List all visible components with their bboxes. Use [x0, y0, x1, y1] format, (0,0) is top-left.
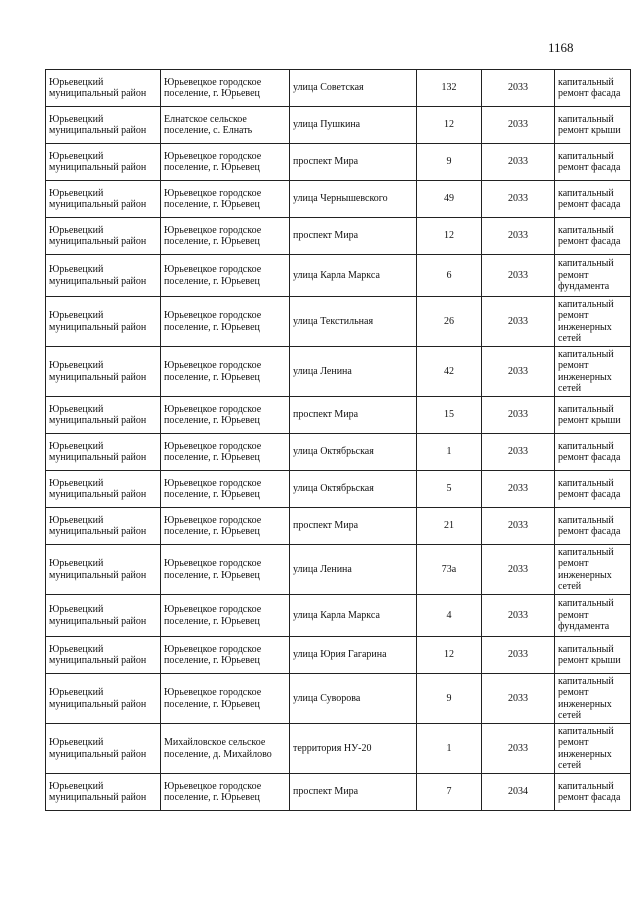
cell-settlement: Юрьевецкое городское поселение, г. Юрьевец	[161, 595, 290, 637]
table-row	[46, 397, 631, 434]
table-row	[46, 674, 631, 724]
cell-district: Юрьевецкий муниципальный район	[46, 674, 161, 724]
cell-settlement: Юрьевецкое городское поселение, г. Юрьевец	[161, 218, 290, 255]
cell-year: 2033	[482, 637, 555, 674]
cell-street: улица Октябрьская	[290, 471, 417, 508]
cell-house-number: 6	[417, 255, 482, 297]
cell-district: Юрьевецкий муниципальный район	[46, 774, 161, 811]
cell-street: проспект Мира	[290, 397, 417, 434]
cell-street: улица Чернышевского	[290, 181, 417, 218]
cell-district: Юрьевецкий муниципальный район	[46, 724, 161, 774]
cell-year: 2033	[482, 181, 555, 218]
cell-district: Юрьевецкий муниципальный район	[46, 545, 161, 595]
cell-street: территория НУ-20	[290, 724, 417, 774]
table-row	[46, 637, 631, 674]
table-row	[46, 144, 631, 181]
cell-settlement: Юрьевецкое городское поселение, г. Юрьевец	[161, 434, 290, 471]
cell-house-number: 1	[417, 724, 482, 774]
cell-district: Юрьевецкий муниципальный район	[46, 347, 161, 397]
cell-house-number: 4	[417, 595, 482, 637]
cell-district: Юрьевецкий муниципальный район	[46, 637, 161, 674]
table-row	[46, 70, 631, 107]
cell-year: 2033	[482, 545, 555, 595]
cell-house-number: 42	[417, 347, 482, 397]
cell-district: Юрьевецкий муниципальный район	[46, 70, 161, 107]
cell-street: улица Ленина	[290, 347, 417, 397]
cell-work-type: капитальный ремонт фасада	[555, 471, 631, 508]
cell-work-type: капитальный ремонт фундамента	[555, 255, 631, 297]
cell-work-type: капитальный ремонт фасада	[555, 508, 631, 545]
cell-house-number: 9	[417, 674, 482, 724]
cell-year: 2033	[482, 70, 555, 107]
table-row	[46, 107, 631, 144]
table-row	[46, 595, 631, 637]
cell-year: 2033	[482, 674, 555, 724]
cell-settlement: Юрьевецкое городское поселение, г. Юрьевец	[161, 70, 290, 107]
cell-work-type: капитальный ремонт инженерных сетей	[555, 545, 631, 595]
cell-year: 2033	[482, 107, 555, 144]
cell-year: 2033	[482, 724, 555, 774]
cell-house-number: 12	[417, 107, 482, 144]
cell-house-number: 21	[417, 508, 482, 545]
table-row	[46, 545, 631, 595]
cell-house-number: 12	[417, 637, 482, 674]
cell-settlement: Михайловское сельское поселение, д. Михайлово	[161, 724, 290, 774]
cell-street: улица Пушкина	[290, 107, 417, 144]
cell-street: улица Октябрьская	[290, 434, 417, 471]
cell-year: 2033	[482, 144, 555, 181]
table-row	[46, 181, 631, 218]
cell-district: Юрьевецкий муниципальный район	[46, 595, 161, 637]
cell-house-number: 132	[417, 70, 482, 107]
cell-year: 2034	[482, 774, 555, 811]
cell-district: Юрьевецкий муниципальный район	[46, 508, 161, 545]
cell-year: 2033	[482, 297, 555, 347]
cell-street: проспект Мира	[290, 774, 417, 811]
cell-year: 2033	[482, 508, 555, 545]
cell-settlement: Елнатское сельское поселение, с. Елнать	[161, 107, 290, 144]
cell-house-number: 9	[417, 144, 482, 181]
cell-street: улица Карла Маркса	[290, 255, 417, 297]
cell-work-type: капитальный ремонт инженерных сетей	[555, 674, 631, 724]
cell-work-type: капитальный ремонт инженерных сетей	[555, 724, 631, 774]
cell-year: 2033	[482, 434, 555, 471]
cell-house-number: 26	[417, 297, 482, 347]
cell-district: Юрьевецкий муниципальный район	[46, 255, 161, 297]
cell-work-type: капитальный ремонт крыши	[555, 397, 631, 434]
cell-street: проспект Мира	[290, 508, 417, 545]
page-number: 1168	[548, 40, 574, 55]
cell-work-type: капитальный ремонт фасада	[555, 144, 631, 181]
cell-work-type: капитальный ремонт инженерных сетей	[555, 347, 631, 397]
cell-street: улица Юрия Гагарина	[290, 637, 417, 674]
cell-work-type: капитальный ремонт фасада	[555, 774, 631, 811]
table-row	[46, 471, 631, 508]
cell-settlement: Юрьевецкое городское поселение, г. Юрьевец	[161, 255, 290, 297]
cell-street: улица Советская	[290, 70, 417, 107]
table-row	[46, 218, 631, 255]
cell-district: Юрьевецкий муниципальный район	[46, 397, 161, 434]
cell-work-type: капитальный ремонт фундамента	[555, 595, 631, 637]
cell-settlement: Юрьевецкое городское поселение, г. Юрьевец	[161, 144, 290, 181]
cell-settlement: Юрьевецкое городское поселение, г. Юрьевец	[161, 774, 290, 811]
table-row	[46, 774, 631, 811]
cell-work-type: капитальный ремонт крыши	[555, 637, 631, 674]
cell-house-number: 73а	[417, 545, 482, 595]
cell-house-number: 15	[417, 397, 482, 434]
cell-settlement: Юрьевецкое городское поселение, г. Юрьевец	[161, 397, 290, 434]
cell-district: Юрьевецкий муниципальный район	[46, 107, 161, 144]
cell-work-type: капитальный ремонт фасада	[555, 181, 631, 218]
cell-year: 2033	[482, 218, 555, 255]
cell-district: Юрьевецкий муниципальный район	[46, 181, 161, 218]
cell-year: 2033	[482, 397, 555, 434]
cell-district: Юрьевецкий муниципальный район	[46, 297, 161, 347]
table-row	[46, 508, 631, 545]
cell-district: Юрьевецкий муниципальный район	[46, 471, 161, 508]
cell-settlement: Юрьевецкое городское поселение, г. Юрьевец	[161, 347, 290, 397]
table-row	[46, 255, 631, 297]
cell-work-type: капитальный ремонт фасада	[555, 434, 631, 471]
cell-house-number: 1	[417, 434, 482, 471]
cell-work-type: капитальный ремонт фасада	[555, 70, 631, 107]
cell-work-type: капитальный ремонт инженерных сетей	[555, 297, 631, 347]
cell-work-type: капитальный ремонт крыши	[555, 107, 631, 144]
cell-street: проспект Мира	[290, 144, 417, 181]
cell-street: улица Карла Маркса	[290, 595, 417, 637]
cell-house-number: 49	[417, 181, 482, 218]
cell-settlement: Юрьевецкое городское поселение, г. Юрьевец	[161, 674, 290, 724]
table-row	[46, 297, 631, 347]
cell-house-number: 12	[417, 218, 482, 255]
cell-settlement: Юрьевецкое городское поселение, г. Юрьевец	[161, 181, 290, 218]
cell-settlement: Юрьевецкое городское поселение, г. Юрьевец	[161, 471, 290, 508]
cell-district: Юрьевецкий муниципальный район	[46, 434, 161, 471]
cell-settlement: Юрьевецкое городское поселение, г. Юрьевец	[161, 297, 290, 347]
cell-house-number: 7	[417, 774, 482, 811]
cell-settlement: Юрьевецкое городское поселение, г. Юрьевец	[161, 545, 290, 595]
cell-work-type: капитальный ремонт фасада	[555, 218, 631, 255]
cell-settlement: Юрьевецкое городское поселение, г. Юрьевец	[161, 637, 290, 674]
cell-house-number: 5	[417, 471, 482, 508]
cell-year: 2033	[482, 595, 555, 637]
table-row	[46, 724, 631, 774]
repair-schedule-table	[45, 69, 631, 811]
table-row	[46, 347, 631, 397]
cell-year: 2033	[482, 255, 555, 297]
cell-year: 2033	[482, 471, 555, 508]
table-row	[46, 434, 631, 471]
cell-year: 2033	[482, 347, 555, 397]
cell-street: проспект Мира	[290, 218, 417, 255]
cell-street: улица Текстильная	[290, 297, 417, 347]
cell-district: Юрьевецкий муниципальный район	[46, 144, 161, 181]
cell-settlement: Юрьевецкое городское поселение, г. Юрьевец	[161, 508, 290, 545]
cell-street: улица Ленина	[290, 545, 417, 595]
cell-district: Юрьевецкий муниципальный район	[46, 218, 161, 255]
cell-street: улица Суворова	[290, 674, 417, 724]
